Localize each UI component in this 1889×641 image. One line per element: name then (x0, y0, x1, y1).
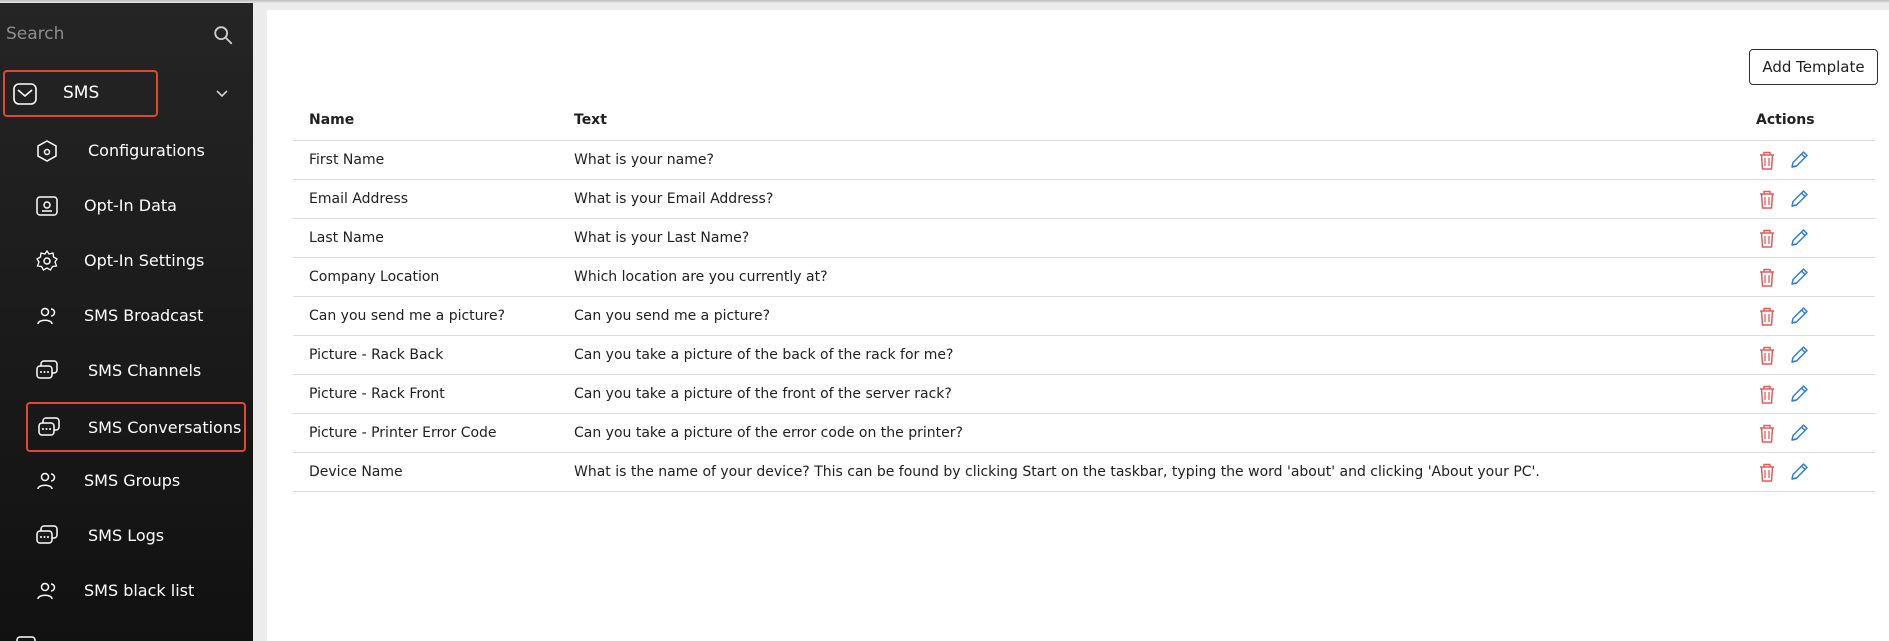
table-row (293, 413, 1875, 452)
template-text-cell: Can you take a picture of the front of the server rack? (574, 374, 1714, 413)
template-name-cell: Can you send me a picture? (293, 296, 574, 335)
delete-icon[interactable] (1756, 305, 1778, 327)
actions-cell (1714, 296, 1875, 335)
sidebar-item-sms-groups[interactable] (26, 457, 246, 505)
users-icon (35, 579, 59, 603)
edit-icon[interactable] (1788, 227, 1810, 249)
edit-icon[interactable] (1788, 422, 1810, 444)
actions-cell (1714, 179, 1875, 218)
template-name-cell: Device Name (293, 452, 574, 491)
gear-icon (35, 249, 59, 273)
template-name-cell: Picture - Rack Front (293, 374, 574, 413)
actions-cell (1714, 218, 1875, 257)
envelope-icon (13, 83, 37, 105)
delete-icon[interactable] (1756, 422, 1778, 444)
sidebar-item-sms-broadcast[interactable] (26, 292, 246, 340)
table-row (293, 335, 1875, 374)
template-text-cell: What is your Last Name? (574, 218, 1714, 257)
table-row (293, 257, 1875, 296)
actions-cell (1714, 257, 1875, 296)
actions-cell (1714, 452, 1875, 491)
template-text-cell: Can you take a picture of the error code on the printer? (574, 413, 1714, 452)
home-hexagon-icon (35, 139, 59, 163)
sidebar-item-sms-conversations[interactable] (26, 402, 246, 452)
edit-icon[interactable] (1788, 461, 1810, 483)
edit-icon[interactable] (1788, 344, 1810, 366)
template-name-cell: Last Name (293, 218, 574, 257)
edit-icon[interactable] (1788, 383, 1810, 405)
delete-icon[interactable] (1756, 461, 1778, 483)
template-text-cell: Can you send me a picture? (574, 296, 1714, 335)
chat-bubbles-icon (37, 416, 61, 440)
edit-icon[interactable] (1788, 305, 1810, 327)
column-header-text: Text (574, 100, 1714, 140)
table-row (293, 452, 1875, 491)
sidebar-item-label: Opt-In Settings (84, 251, 205, 270)
template-name-cell: Company Location (293, 257, 574, 296)
top-shadow-line (0, 0, 1889, 3)
table-row (293, 179, 1875, 218)
delete-icon[interactable] (1756, 383, 1778, 405)
templates-table (293, 100, 1875, 492)
template-text-cell: Can you take a picture of the back of the rack for me? (574, 335, 1714, 374)
table-row (293, 140, 1875, 179)
edit-icon[interactable] (1788, 188, 1810, 210)
sidebar-item-label: SMS black list (84, 581, 195, 600)
edit-icon[interactable] (1788, 149, 1810, 171)
delete-icon[interactable] (1756, 266, 1778, 288)
sidebar-item-sms-black-list[interactable] (26, 567, 246, 615)
delete-icon[interactable] (1756, 149, 1778, 171)
sidebar-item-label: Configurations (88, 141, 205, 160)
template-name-cell: Picture - Printer Error Code (293, 413, 574, 452)
chat-bubbles-icon (35, 524, 59, 548)
template-text-cell: What is the name of your device? This can be found by clicking Start on the taskbar, typing the word 'about' and clicking 'About your PC'. (574, 452, 1714, 491)
table-header-row (293, 100, 1875, 140)
main-content (253, 0, 1889, 641)
template-name-cell: Email Address (293, 179, 574, 218)
sidebar-item-configurations[interactable] (26, 127, 246, 175)
users-icon (35, 304, 59, 328)
search-icon[interactable] (212, 24, 234, 46)
chat-bubbles-icon (35, 359, 59, 383)
sidebar-item-opt-in-settings[interactable] (26, 237, 246, 285)
add-template-button[interactable]: Add Template (1749, 49, 1878, 85)
sidebar-item-sms-logs[interactable] (26, 512, 246, 560)
chevron-down-icon[interactable] (215, 87, 229, 101)
id-card-icon (35, 194, 59, 218)
template-text-cell: Which location are you currently at? (574, 257, 1714, 296)
users-icon (35, 469, 59, 493)
sidebar-item-label: Opt-In Data (84, 196, 177, 215)
sidebar-item-label: SMS Conversations (88, 418, 242, 437)
template-text-cell: What is your name? (574, 140, 1714, 179)
edit-icon[interactable] (1788, 266, 1810, 288)
sidebar-item-label: SMS Groups (84, 471, 181, 490)
sidebar-search (0, 16, 253, 52)
sidebar (0, 0, 253, 641)
delete-icon[interactable] (1756, 344, 1778, 366)
sidebar-item-partial[interactable] (26, 622, 246, 641)
sidebar-item-label: SMS Logs (88, 526, 165, 545)
delete-icon[interactable] (1756, 227, 1778, 249)
template-text-cell: What is your Email Address? (574, 179, 1714, 218)
sidebar-item-sms-channels[interactable] (26, 347, 246, 395)
search-input[interactable] (6, 18, 196, 50)
table-row (293, 296, 1875, 335)
sidebar-item-label: SMS Channels (88, 361, 202, 380)
actions-cell (1714, 413, 1875, 452)
actions-cell (1714, 374, 1875, 413)
actions-cell (1714, 335, 1875, 374)
table-row (293, 374, 1875, 413)
template-name-cell: Picture - Rack Back (293, 335, 574, 374)
templates-panel (267, 10, 1889, 641)
list-icon (14, 634, 38, 641)
table-row (293, 218, 1875, 257)
delete-icon[interactable] (1756, 188, 1778, 210)
column-header-name: Name (293, 100, 574, 140)
actions-cell (1714, 140, 1875, 179)
sidebar-group-sms[interactable] (3, 70, 248, 118)
sidebar-group-label: SMS (63, 83, 100, 103)
sidebar-item-label: SMS Broadcast (84, 306, 204, 325)
sidebar-item-opt-in-data[interactable] (26, 182, 246, 230)
template-name-cell: First Name (293, 140, 574, 179)
column-header-actions: Actions (1714, 100, 1875, 140)
table-body (293, 140, 1875, 491)
